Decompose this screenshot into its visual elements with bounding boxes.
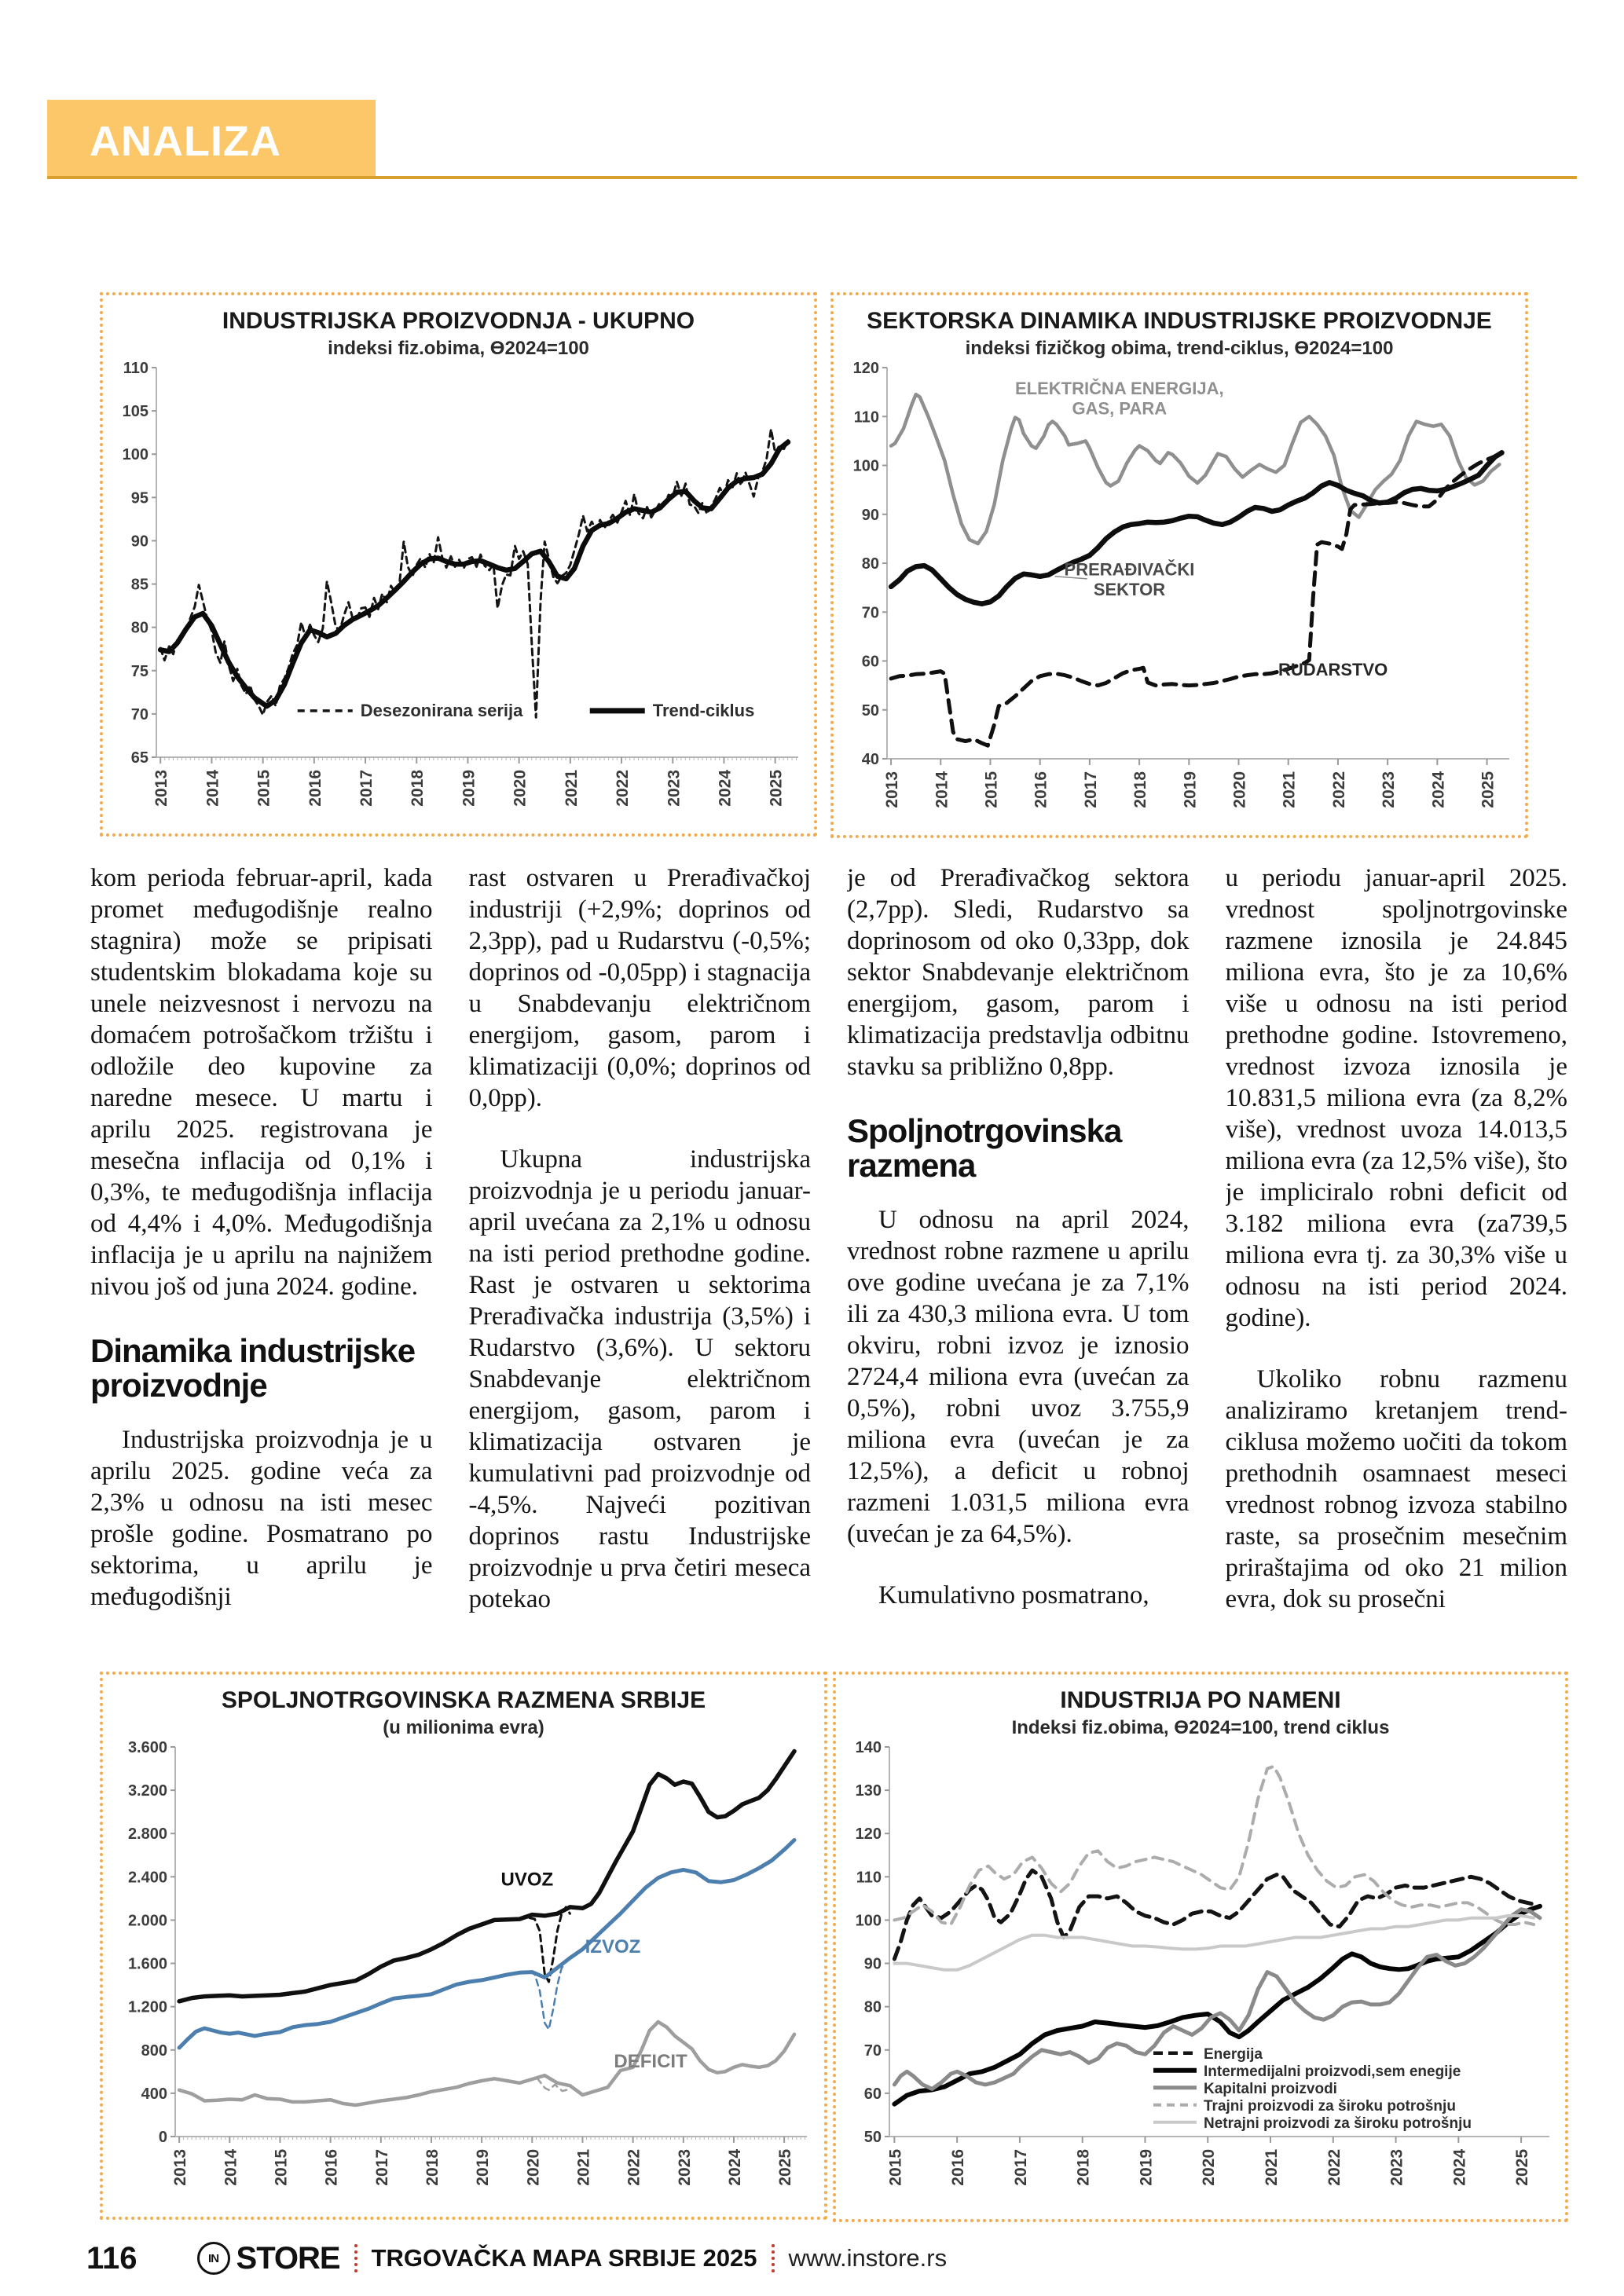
y-tick-label: 60: [861, 653, 879, 671]
legend-label: Trajni proizvodi za široku potrošnju: [1204, 2097, 1456, 2115]
y-tick-label: 0: [158, 2129, 167, 2146]
x-tick-label: 2020: [524, 2149, 543, 2186]
legend-label: Energija: [1204, 2045, 1263, 2063]
legend-label: Trend-ciklus: [652, 700, 755, 720]
legend-label: Intermedijalni proizvodi,sem enegije: [1204, 2063, 1461, 2080]
series-trajni-proizvodi-za-iroku-potro-nju: [894, 1767, 1534, 1924]
y-tick-label: 2.000: [127, 1912, 167, 1930]
y-tick-label: 80: [863, 1998, 882, 2016]
y-tick-label: 90: [130, 533, 148, 551]
x-tick-label: 2014: [933, 771, 951, 808]
series-netrajni-proizvodi-za-iroku-potro-nju: [894, 1916, 1534, 1970]
chart-title: INDUSTRIJSKA PROIZVODNJA - UKUPNO: [222, 308, 695, 334]
x-tick-label: 2017: [372, 2149, 391, 2186]
section-banner: [47, 100, 376, 176]
x-tick-label: 2022: [1325, 2149, 1344, 2186]
article-column: [1226, 862, 1568, 1636]
series-izvoz: [179, 1840, 794, 2049]
x-tick-label: 2025: [1513, 2149, 1532, 2186]
x-tick-label: 2025: [776, 2149, 795, 2186]
y-tick-label: 800: [141, 2041, 167, 2060]
header-rule: [47, 176, 1577, 179]
series-elektri-na-energija-gas-para: [891, 394, 1499, 544]
x-tick-label: 2024: [1429, 771, 1448, 808]
chart-title: SEKTORSKA DINAMIKA INDUSTRIJSKE PROIZVODNJE: [867, 308, 1492, 334]
instore-logo: [197, 2241, 340, 2276]
article-column: [469, 862, 812, 1636]
x-tick-label: 2021: [574, 2149, 593, 2186]
y-tick-label: 65: [130, 749, 148, 767]
page-footer: [86, 2235, 1571, 2282]
section-heading: Dinamika industrijske proizvodnje: [90, 1332, 416, 1404]
chart-subtitle: indeksi fizičkog obima, trend-ciklus, Ɵ2024=100: [965, 338, 1394, 359]
paragraph: Ukoliko robnu razmenu analiziramo kretanjem trend-ciklusa možemo uočiti da tokom prethodnih osamnaest meseci vrednost robnog izvoza stabilno raste, sa prosečnim mesečnim priraštajima od oko 21 milion evra, dok su prosečni: [1225, 1365, 1567, 1613]
paragraph: u periodu januar-april 2025. vrednost spoljnotrgovinske razmene iznosila je 24.845 miliona evra, što je za 10,6% više u odnosu na isti period prethodne godine. Istovremeno, vrednost izvoza iznosila je 10.831,5 miliona evra (za 8,2% više), vrednost uvoza 14.013,5 miliona evra (za 12,5% više), što je impliciralo robni deficit od 3.182 miliona evra (za739,5 miliona evra tj. za 30,3% više u odnosu na isti period 2024. godine).: [1225, 864, 1567, 1332]
x-tick-label: 2013: [171, 2149, 190, 2186]
series-desezonirana-serija: [160, 429, 788, 717]
y-tick-label: 3.200: [127, 1782, 167, 1800]
paragraph: Kumulativno posmatrano,: [878, 1581, 1149, 1610]
x-tick-label: 2024: [1450, 2149, 1469, 2186]
paragraph: Ukupna industrijska proizvodnja je u periodu januar-april uvećana za 2,1% u odnosu na isti period prethodne godine. Rast je ostvaren u sektorima Prerađivačka industrija (3,5%) i Rudarstvo (3,6%). U sektoru Snabdevanje električnom energijom, gasom, parom i klimatizacija ostvaren je kumulativni pad proizvodnje od -4,5%. Najveći pozitivan doprinos rastu Industrijske proizvodnje u prva četiri meseca potekao: [468, 1145, 811, 1613]
x-tick-label: 2013: [152, 770, 171, 807]
y-tick-label: 1.200: [127, 1998, 167, 2016]
y-tick-label: 400: [141, 2085, 167, 2103]
x-tick-label: 2022: [625, 2149, 643, 2186]
y-tick-label: 80: [861, 555, 879, 573]
edition-title: TRGOVAČKA MAPA SRBIJE 2025: [371, 2244, 757, 2272]
section-banner-label: ANALIZA: [90, 118, 281, 165]
y-tick-label: 80: [130, 619, 148, 637]
y-tick-label: 90: [861, 506, 879, 524]
series-izvoz-desezonirana-serija-pad-2020-: [530, 1958, 570, 2030]
chart-subtitle: indeksi fiz.obima, Ɵ2024=100: [328, 338, 589, 359]
x-tick-label: 2015: [272, 2149, 291, 2186]
x-tick-label: 2016: [322, 2149, 341, 2186]
y-tick-label: 95: [130, 489, 148, 507]
page-number: 116: [86, 2240, 137, 2276]
y-tick-label: 90: [863, 1955, 882, 1973]
x-tick-label: 2019: [1181, 771, 1200, 808]
x-tick-label: 2018: [1074, 2149, 1093, 2186]
x-tick-label: 2014: [222, 2149, 240, 2186]
legend-label: Netrajni proizvodi za široku potrošnju: [1204, 2115, 1472, 2132]
legend-label: Desezonirana serija: [360, 700, 523, 720]
chart-industrial-production-plot: [106, 361, 811, 825]
y-tick-label: 85: [130, 576, 148, 594]
chart-subtitle: Indeksi fiz.obima, Ɵ2024=100, trend ciklus: [1011, 1717, 1390, 1738]
chart-subtitle: (u milionima evra): [383, 1717, 544, 1738]
y-tick-label: 50: [863, 2129, 882, 2146]
x-tick-label: 2015: [886, 2149, 905, 2186]
chart-annotation: DEFICIT: [614, 2050, 687, 2072]
series-rudarstvo: [891, 454, 1501, 746]
x-tick-label: 2015: [982, 771, 1001, 808]
instore-logo-text: STORE: [236, 2240, 340, 2276]
x-tick-label: 2019: [474, 2149, 493, 2186]
y-tick-label: 100: [122, 446, 148, 464]
paragraph: rast ostvaren u Prerađivačkoj industriji (+2,9%; doprinos od 2,3pp), pad u Rudarstvu (-0,5%; doprinos od -0,05pp) i stagnacija u Snabdevanju električnom energijom, gasom, parom i klimatizaciji (0,0%; doprinos od 0,0pp).: [468, 864, 811, 1112]
x-tick-label: 2017: [1081, 771, 1100, 808]
chart-industry-by-purpose-plot: [839, 1741, 1562, 2206]
x-tick-label: 2016: [949, 2149, 968, 2186]
x-tick-label: 2022: [614, 770, 632, 807]
series-trend-ciklus: [160, 442, 788, 706]
chart-sector-dynamics-plot: [837, 361, 1522, 826]
paragraph: U odnosu na april 2024, vrednost robne razmene u aprilu ove godine uvećana je za 7,1% ili za 430,3 miliona evra. U tom okviru, robni izvoz je iznosio 2724,4 miliona evra (uvećan za 0,5%), robni uvoz 3.755,9 miliona evra (uvećan je za 12,5%), a deficit u robnoj razmeni 1.031,5 miliona evra (uvećan je za 64,5%).: [847, 1206, 1190, 1549]
x-tick-label: 2020: [1230, 771, 1249, 808]
article: [90, 862, 1567, 1636]
series-uvoz-desezonirana-serija-pad-2020-: [530, 1907, 570, 1982]
x-tick-label: 2018: [423, 2149, 442, 2186]
y-tick-label: 100: [852, 457, 879, 475]
chart-industrial-production-total: [100, 292, 817, 837]
chart-foreign-trade: [100, 1672, 827, 2220]
chart-annotation: ELEKTRIČNA ENERGIJA, GAS, PARA: [1014, 379, 1224, 419]
x-tick-label: 2021: [1263, 2149, 1281, 2186]
y-tick-label: 2.400: [127, 1869, 167, 1887]
x-tick-label: 2013: [883, 771, 902, 808]
chart-foreign-trade-plot: [106, 1741, 821, 2207]
chart-annotation: PRERAĐIVAČKI SEKTOR: [1064, 559, 1195, 599]
y-tick-label: 120: [852, 361, 879, 377]
x-tick-label: 2019: [460, 770, 478, 807]
y-tick-label: 105: [122, 403, 148, 421]
x-tick-label: 2023: [675, 2149, 694, 2186]
y-tick-label: 60: [863, 2085, 882, 2103]
chart-annotation: UVOZ: [500, 1869, 554, 1891]
x-tick-label: 2016: [1032, 771, 1050, 808]
y-tick-label: 70: [863, 2041, 882, 2060]
paragraph: Industrijska proizvodnja je u aprilu 2025. godine veća za 2,3% u odnosu na isti mesec prošle godine. Posmatrano po sektorima, u aprilu je međugodišnji: [90, 1426, 433, 1612]
y-tick-label: 110: [856, 1869, 882, 1887]
y-tick-label: 3.600: [127, 1741, 167, 1756]
y-tick-label: 100: [855, 1912, 882, 1930]
y-tick-label: 1.600: [127, 1955, 167, 1973]
article-column: [90, 862, 433, 1636]
y-tick-label: 120: [855, 1825, 882, 1844]
y-tick-label: 140: [855, 1741, 882, 1756]
x-tick-label: 2023: [1380, 771, 1399, 808]
chart-title: SPOLJNOTRGOVINSKA RAZMENA SRBIJE: [221, 1687, 706, 1713]
footer-separator: [354, 2244, 357, 2272]
x-tick-label: 2024: [725, 2149, 744, 2186]
y-tick-label: 110: [123, 361, 148, 377]
paragraph: kom perioda februar-april, kada promet međugodišnje realno stagnira) može se pripisati studentskim blokadama koje su unele neizvesnost i nervozu na domaćem potrošačkom tržištu i odložile deo kupovine za naredne mesece. U martu i aprilu 2025. registrovana je mesečna inflacija od 0,1% i 0,3%, te međugodišnja inflacija od 4,4% i 4,0%. Međugodišnja inflacija je u aprilu na najnižem nivou još od juna 2024. godine.: [90, 864, 433, 1301]
x-tick-label: 2025: [1479, 771, 1498, 808]
x-tick-label: 2024: [716, 770, 735, 807]
chart-annotation: RUDARSTVO: [1278, 660, 1388, 680]
x-tick-label: 2023: [1388, 2149, 1406, 2186]
x-tick-label: 2019: [1137, 2149, 1156, 2186]
series-prera-iva-ki-sektor: [891, 452, 1501, 603]
chart-industry-by-purpose: [833, 1672, 1568, 2222]
x-tick-label: 2022: [1329, 771, 1348, 808]
x-tick-label: 2014: [203, 770, 222, 807]
y-tick-label: 70: [861, 604, 879, 622]
y-tick-label: 75: [130, 662, 148, 680]
chart-sector-dynamics: [830, 292, 1528, 838]
paragraph: je od Prerađivačkog sektora (2,7pp). Sledi, Rudarstvo sa doprinosom od oko 0,33pp, dok sektor Snabdevanje električnom energijom, gasom, parom i klimatizacija predstavlja odbitnu stavku sa približno 0,8pp.: [847, 864, 1190, 1081]
x-tick-label: 2021: [1280, 771, 1299, 808]
y-tick-label: 110: [853, 408, 879, 427]
footer-separator: [772, 2244, 775, 2272]
x-tick-label: 2015: [255, 770, 273, 807]
legend-label: Kapitalni proizvodi: [1204, 2080, 1337, 2097]
y-tick-label: 40: [861, 751, 879, 768]
x-tick-label: 2016: [306, 770, 324, 807]
x-tick-label: 2021: [562, 770, 581, 807]
chart-annotation: IZVOZ: [585, 1935, 641, 1957]
x-tick-label: 2025: [767, 770, 786, 807]
chart-title: INDUSTRIJA PO NAMENI: [1060, 1687, 1341, 1713]
x-tick-label: 2020: [1200, 2149, 1219, 2186]
x-tick-label: 2017: [1011, 2149, 1030, 2186]
y-tick-label: 50: [861, 701, 879, 720]
x-tick-label: 2023: [665, 770, 684, 807]
x-tick-label: 2020: [511, 770, 530, 807]
x-tick-label: 2017: [357, 770, 376, 807]
x-tick-label: 2018: [1131, 771, 1150, 808]
section-heading: Spoljnotrgovinska razmena: [847, 1112, 1122, 1184]
article-column: [847, 862, 1190, 1636]
y-tick-label: 70: [130, 705, 148, 723]
x-tick-label: 2018: [409, 770, 427, 807]
y-tick-label: 130: [855, 1782, 882, 1800]
website-url[interactable]: www.instore.rs: [788, 2244, 948, 2272]
instore-logo-icon: IN: [197, 2242, 230, 2275]
y-tick-label: 2.800: [127, 1825, 167, 1844]
